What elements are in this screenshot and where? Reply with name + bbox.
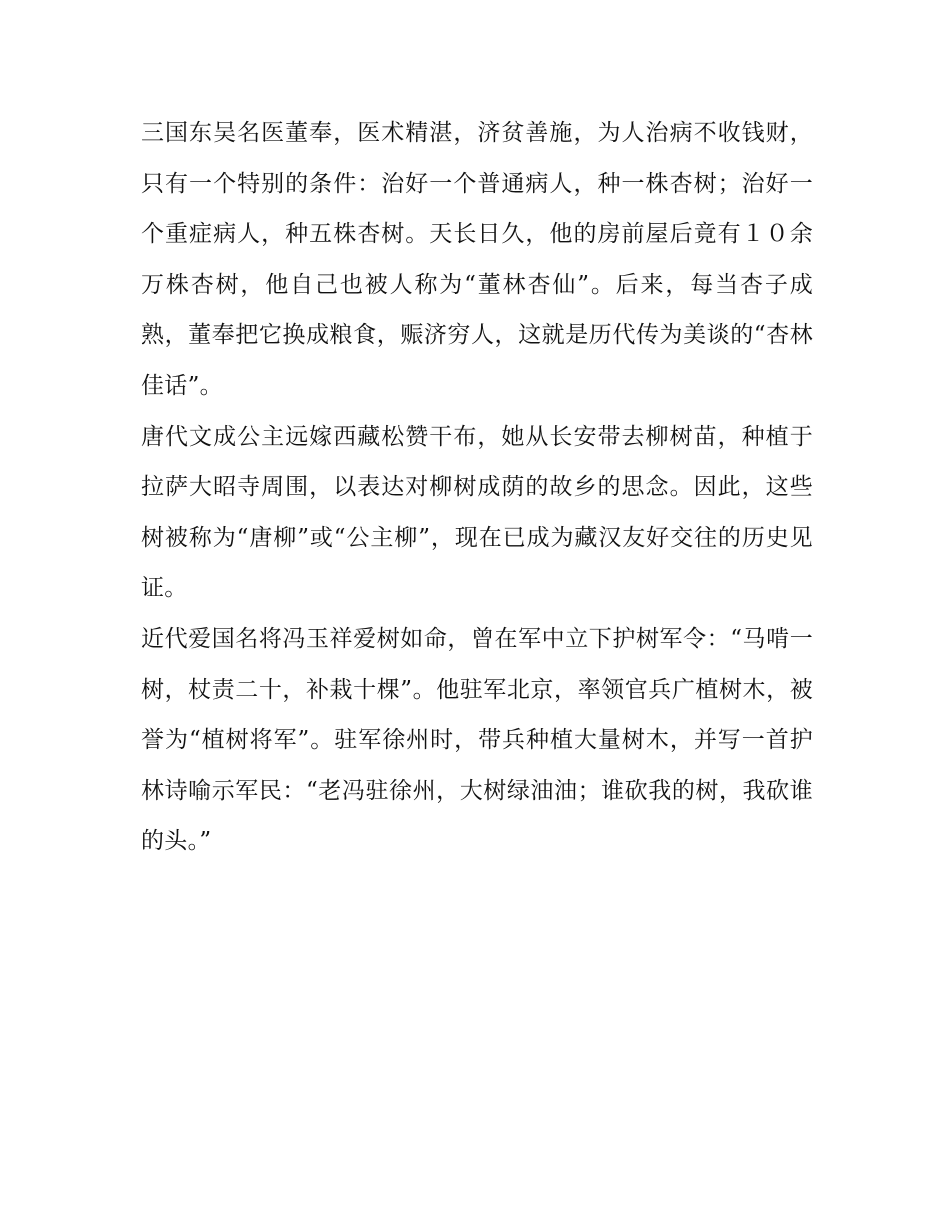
- paragraph-princess-wencheng: 唐代文成公主远嫁西藏松赞干布，她从长安带去柳树苗，种植于拉萨大昭寺周围，以表达对柳树成荫的故乡的思念。因此，这些树被称为“唐柳”或“公主柳”，现在已成为藏汉友好交往的历史见证。: [141, 423, 813, 602]
- paragraph-feng-yuxiang: 近代爱国名将冯玉祥爱树如命，曾在军中立下护树军令：“马啃一树，杖责二十，补栽十棵”。他驻军北京，率领官兵广植树木，被誉为“植树将军”。驻军徐州时，带兵种植大量树木，并写一首护林诗喻示军民：“老冯驻徐州，大树绿油油；谁砍我的树，我砍谁的头。”: [141, 625, 813, 855]
- paragraph-dong-feng: 三国东吴名医董奉，医术精湛，济贫善施，为人治病不收钱财，只有一个特别的条件：治好一个普通病人，种一株杏树；治好一个重症病人，种五株杏树。天长日久，他的房前屋后竟有１０余万株杏树，他自己也被人称为“董林杏仙”。后来，每当杏子成熟，董奉把它换成粮食，赈济穷人，这就是历代传为美谈的“杏林佳话”。: [141, 120, 813, 399]
- document-body: [141, 108, 813, 867]
